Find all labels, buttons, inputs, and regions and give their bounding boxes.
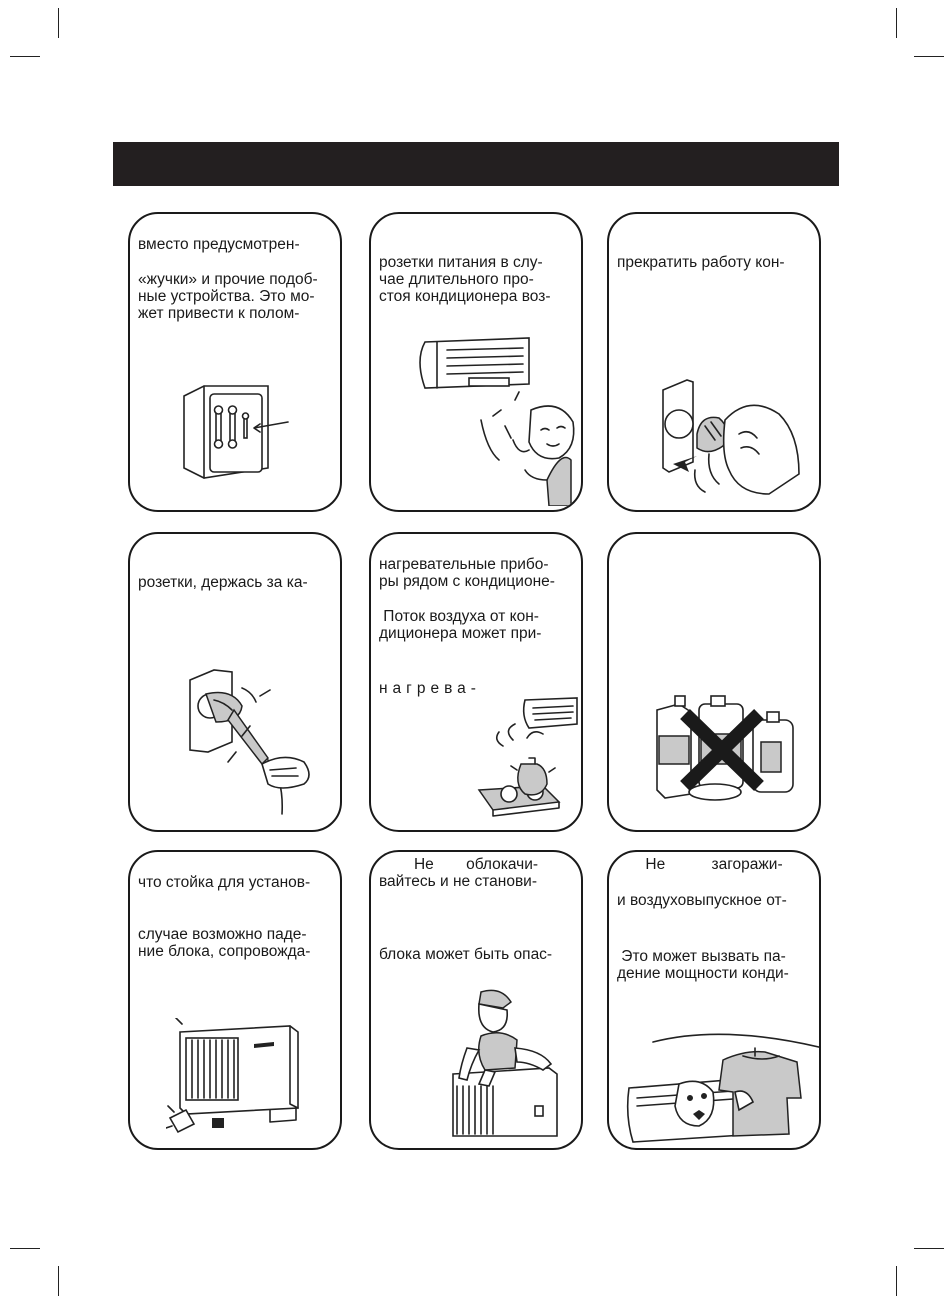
card-text-line: Не загоражи- [645,856,783,873]
crop-mark [58,8,59,38]
crop-mark [10,1248,40,1249]
child-climbing-unit-icon [431,988,571,1138]
card-text-line: нагревательные прибо- [379,556,549,573]
card-text-line: стоя кондиционера воз- [379,288,551,305]
warning-card-7 [128,850,342,1150]
header-bar [113,142,839,186]
crop-mark [58,1266,59,1296]
pull-cord-icon [184,666,334,816]
warning-card-9 [607,850,821,1150]
unplug-hand-icon [649,374,819,504]
outdoor-unit-falling-icon [166,1018,306,1138]
warning-card-8 [369,850,583,1150]
card-text-line: что стойка для установ- [138,874,311,891]
crop-mark [896,1266,897,1296]
warning-card-1 [128,212,342,512]
card-text-line: Поток воздуха от кон- [379,608,539,625]
card-text-line: случае возможно паде- [138,926,307,943]
card-text-line: розетки, держась за ка- [138,574,308,591]
warning-card-4 [128,532,342,832]
card-text-line: чае длительного про- [379,271,534,288]
fuse-socket-icon [180,382,310,482]
card-text-line: диционера может при- [379,625,542,642]
crop-mark [914,56,944,57]
card-text-line: ры рядом с кондиционе- [379,573,555,590]
card-text-line: ние блока, сопровожда- [138,943,311,960]
card-text-line: и воздуховыпускное от- [617,892,787,909]
card-text-line: прекратить работу кон- [617,254,785,271]
warning-card-3 [607,212,821,512]
card-text-line: Это может вызвать па- [617,948,786,965]
crop-mark [896,8,897,38]
card-text-line: Не облокачи- [413,856,539,873]
card-text-line: вайтесь и не станови- [379,873,537,890]
ac-heater-icon [463,694,583,824]
ac-blocked-icon [623,1022,821,1144]
card-text-line: жет привести к полом- [138,305,300,322]
card-text-line: блока может быть опас- [379,946,553,963]
crop-mark [10,56,40,57]
warning-card-5 [369,532,583,832]
crop-mark [914,1248,944,1249]
no-flammables-icon [649,694,809,814]
card-text-line: «жучки» и прочие подоб- [138,271,318,288]
card-text-line: ные устройства. Это мо- [138,288,315,305]
ac-unit-child-icon [411,330,581,506]
card-text-line: розетки питания в слу- [379,254,543,271]
warning-card-2 [369,212,583,512]
card-text-line: дение мощности конди- [617,965,789,982]
card-text-line: нагрева- [379,680,481,697]
warning-card-6 [607,532,821,832]
card-text-line: вместо предусмотрен- [138,236,300,253]
